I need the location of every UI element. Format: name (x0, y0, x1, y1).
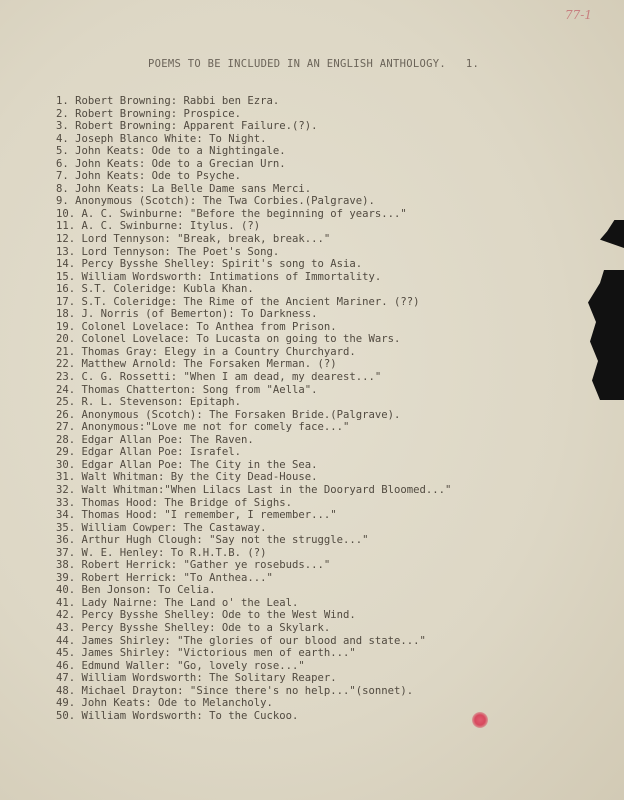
list-item: 41. Lady Nairne: The Land o' the Leal. (56, 596, 299, 609)
list-item: 27. Anonymous:"Love me not for comely face..." (56, 421, 350, 434)
page-number: 1. (465, 58, 480, 70)
title-text: POEMS TO BE INCLUDED IN AN ENGLISH ANTHOLOGY. (148, 58, 446, 70)
list-item: 34. Thomas Hood: "I remember, I remember..." (56, 509, 337, 522)
list-item: 17. S.T. Coleridge: The Rime of the Ancient Mariner. (??) (56, 295, 420, 308)
list-item: 50. William Wordsworth: To the Cuckoo. (56, 709, 299, 722)
list-item: 40. Ben Jonson: To Celia. (56, 584, 216, 597)
list-item: 45. James Shirley: "Victorious men of earth..." (56, 647, 356, 660)
list-item: 29. Edgar Allan Poe: Israfel. (56, 446, 241, 459)
poem-list (56, 95, 451, 722)
list-item: 13. Lord Tennyson: The Poet's Song. (56, 245, 280, 258)
list-item: 2. Robert Browning: Prospice. (56, 107, 241, 120)
list-item: 1. Robert Browning: Rabbi ben Ezra. (56, 95, 280, 107)
list-item: 32. Walt Whitman:"When Lilacs Last in the Dooryard Bloomed..." (56, 483, 452, 496)
list-item: 4. Joseph Blanco White: To Night. (56, 132, 267, 145)
list-item: 48. Michael Drayton: "Since there's no help..."(sonnet). (56, 684, 414, 697)
list-item: 37. W. E. Henley: To R.H.T.B. (?) (56, 546, 267, 559)
list-item: 18. J. Norris (of Bemerton): To Darkness. (56, 308, 318, 321)
list-item: 30. Edgar Allan Poe: The City in the Sea. (56, 458, 318, 471)
list-item: 16. S.T. Coleridge: Kubla Khan. (56, 283, 254, 296)
list-item: 26. Anonymous (Scotch): The Forsaken Bride.(Palgrave). (56, 408, 401, 421)
list-item: 42. Percy Bysshe Shelley: Ode to the West Wind. (56, 609, 356, 622)
list-item: 38. Robert Herrick: "Gather ye rosebuds..." (56, 559, 331, 572)
list-item: 36. Arthur Hugh Clough: "Say not the struggle..." (56, 534, 369, 547)
list-item: 6. John Keats: Ode to a Grecian Urn. (56, 157, 286, 170)
list-item: 49. John Keats: Ode to Melancholy. (56, 697, 273, 710)
list-item: 28. Edgar Allan Poe: The Raven. (56, 433, 254, 446)
list-item: 35. William Cowper: The Castaway. (56, 521, 267, 534)
list-item: 11. A. C. Swinburne: Itylus. (?) (56, 220, 261, 233)
list-item: 3. Robert Browning: Apparent Failure.(?). (56, 120, 318, 133)
list-item: 22. Matthew Arnold: The Forsaken Merman. (?) (56, 358, 337, 371)
list-item: 33. Thomas Hood: The Bridge of Sighs. (56, 496, 292, 509)
list-item: 23. C. G. Rossetti: "When I am dead, my dearest..." (56, 371, 382, 384)
list-item: 8. John Keats: La Belle Dame sans Merci. (56, 182, 312, 195)
list-item: 43. Percy Bysshe Shelley: Ode to a Skylark. (56, 621, 331, 634)
library-stamp (472, 712, 488, 728)
list-item: 44. James Shirley: "The glories of our blood and state..." (56, 634, 426, 647)
list-item: 19. Colonel Lovelace: To Anthea from Prison. (56, 320, 337, 333)
list-item: 14. Percy Bysshe Shelley: Spirit's song to Asia. (56, 258, 363, 271)
page-title (148, 58, 479, 70)
list-item: 47. William Wordsworth: The Solitary Reaper. (56, 672, 337, 685)
list-item: 31. Walt Whitman: By the City Dead-House. (56, 471, 318, 484)
list-item: 24. Thomas Chatterton: Song from "Aella". (56, 383, 318, 396)
list-item: 10. A. C. Swinburne: "Before the beginning of years..." (56, 207, 407, 220)
list-item: 15. William Wordsworth: Intimations of Immortality. (56, 270, 382, 283)
list-item: 46. Edmund Waller: "Go, lovely rose..." (56, 659, 305, 672)
list-item: 25. R. L. Stevenson: Epitaph. (56, 396, 241, 409)
list-item: 39. Robert Herrick: "To Anthea..." (56, 571, 273, 584)
list-item: 5. John Keats: Ode to a Nightingale. (56, 145, 286, 158)
list-item: 9. Anonymous (Scotch): The Twa Corbies.(Palgrave). (56, 195, 375, 208)
list-item: 12. Lord Tennyson: "Break, break, break..." (56, 233, 331, 246)
list-item: 7. John Keats: Ode to Psyche. (56, 170, 241, 183)
list-item: 21. Thomas Gray: Elegy in a Country Churchyard. (56, 345, 356, 358)
list-item: 20. Colonel Lovelace: To Lucasta on going to the Wars. (56, 333, 401, 346)
archive-mark: 77-1 (565, 8, 592, 22)
